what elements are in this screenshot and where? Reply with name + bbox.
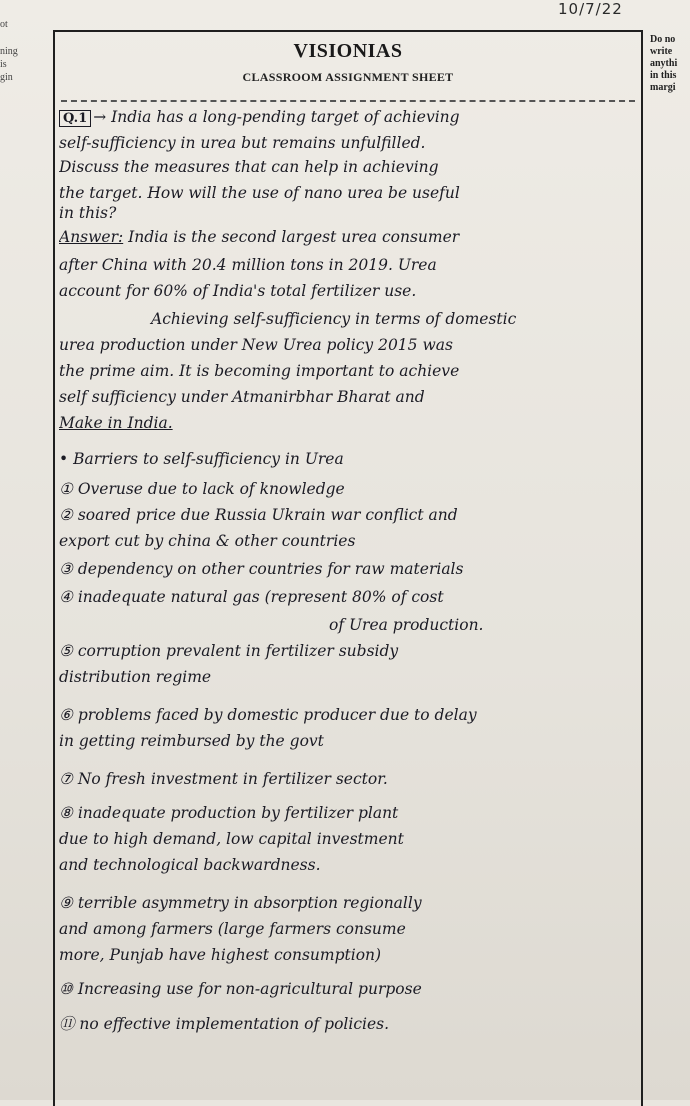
- barrier-item: and among farmers (large farmers consume: [59, 920, 406, 938]
- question-line: Discuss the measures that can help in achieving: [59, 158, 439, 176]
- right-margin-line: Do no: [650, 34, 676, 45]
- right-margin-line: write: [650, 46, 673, 57]
- left-margin-line: ning: [0, 46, 18, 57]
- answer-line: Answer: India is the second largest urea consumer: [59, 228, 460, 246]
- question-number-box: Q.1: [59, 110, 91, 127]
- answer-line: the prime aim. It is becoming important to achieve: [59, 362, 460, 380]
- barrier-item: due to high demand, low capital investment: [59, 830, 404, 848]
- barrier-item: and technological backwardness.: [59, 856, 321, 874]
- left-margin-line: gin: [0, 72, 13, 83]
- answer-sheet-frame: [53, 30, 643, 1106]
- header-divider: [61, 100, 635, 102]
- left-margin-note: [0, 18, 34, 84]
- right-margin-line: anythi: [650, 58, 678, 69]
- question-line: self-sufficiency in urea but remains unfulfilled.: [59, 134, 426, 152]
- barrier-item: ⑨ terrible asymmetry in absorption regionally: [59, 894, 422, 912]
- right-margin-line: margi: [650, 82, 676, 93]
- barrier-item: in getting reimbursed by the govt: [59, 732, 324, 750]
- barrier-item: distribution regime: [59, 668, 212, 686]
- barrier-item: ⑩ Increasing use for non-agricultural purpose: [59, 980, 422, 998]
- answer-line: Achieving self-sufficiency in terms of domestic: [151, 310, 517, 328]
- barrier-item: more, Punjab have highest consumption): [59, 946, 382, 964]
- barrier-item: ⑧ inadequate production by fertilizer plant: [59, 804, 399, 822]
- right-margin-note: [650, 34, 690, 94]
- sheet-subtitle: CLASSROOM ASSIGNMENT SHEET: [242, 70, 454, 84]
- barrier-item: export cut by china & other countries: [59, 532, 356, 550]
- brand-title: VISIONIAS: [293, 40, 403, 62]
- answer-line: self sufficiency under Atmanirbhar Bharat and: [59, 388, 425, 406]
- answer-line: Make in India.: [59, 414, 173, 432]
- barrier-item: of Urea production.: [329, 616, 484, 634]
- answer-line: after China with 20.4 million tons in 2019. Urea: [59, 256, 437, 274]
- barrier-item: ③ dependency on other countries for raw materials: [59, 560, 464, 578]
- answer-label: Answer:: [59, 228, 124, 246]
- question-line: in this?: [59, 204, 117, 222]
- left-margin-line: ot: [0, 19, 8, 30]
- barrier-item: ① Overuse due to lack of knowledge: [59, 480, 345, 498]
- answer-line: urea production under New Urea policy 2015 was: [59, 336, 453, 354]
- question-line: the target. How will the use of nano urea be useful: [59, 184, 460, 202]
- question-line: Q.1 → India has a long-pending target of achieving: [59, 108, 637, 127]
- right-margin-line: in this: [650, 70, 677, 81]
- barrier-item: ⑪ no effective implementation of policies.: [59, 1015, 390, 1033]
- barrier-item: ⑦ No fresh investment in fertilizer sector.: [59, 770, 388, 788]
- answer-line: account for 60% of India's total fertilizer use.: [59, 282, 417, 300]
- barrier-item: ⑤ corruption prevalent in fertilizer subsidy: [59, 642, 399, 660]
- barriers-heading: • Barriers to self-sufficiency in Urea: [59, 450, 344, 468]
- left-margin-line: is: [0, 59, 7, 70]
- handwritten-date: 10/7/22: [558, 0, 623, 18]
- barrier-item: ② soared price due Russia Ukrain war conflict and: [59, 506, 458, 524]
- barrier-item: ④ inadequate natural gas (represent 80% of cost: [59, 588, 444, 606]
- barrier-item: ⑥ problems faced by domestic producer due to delay: [59, 706, 477, 724]
